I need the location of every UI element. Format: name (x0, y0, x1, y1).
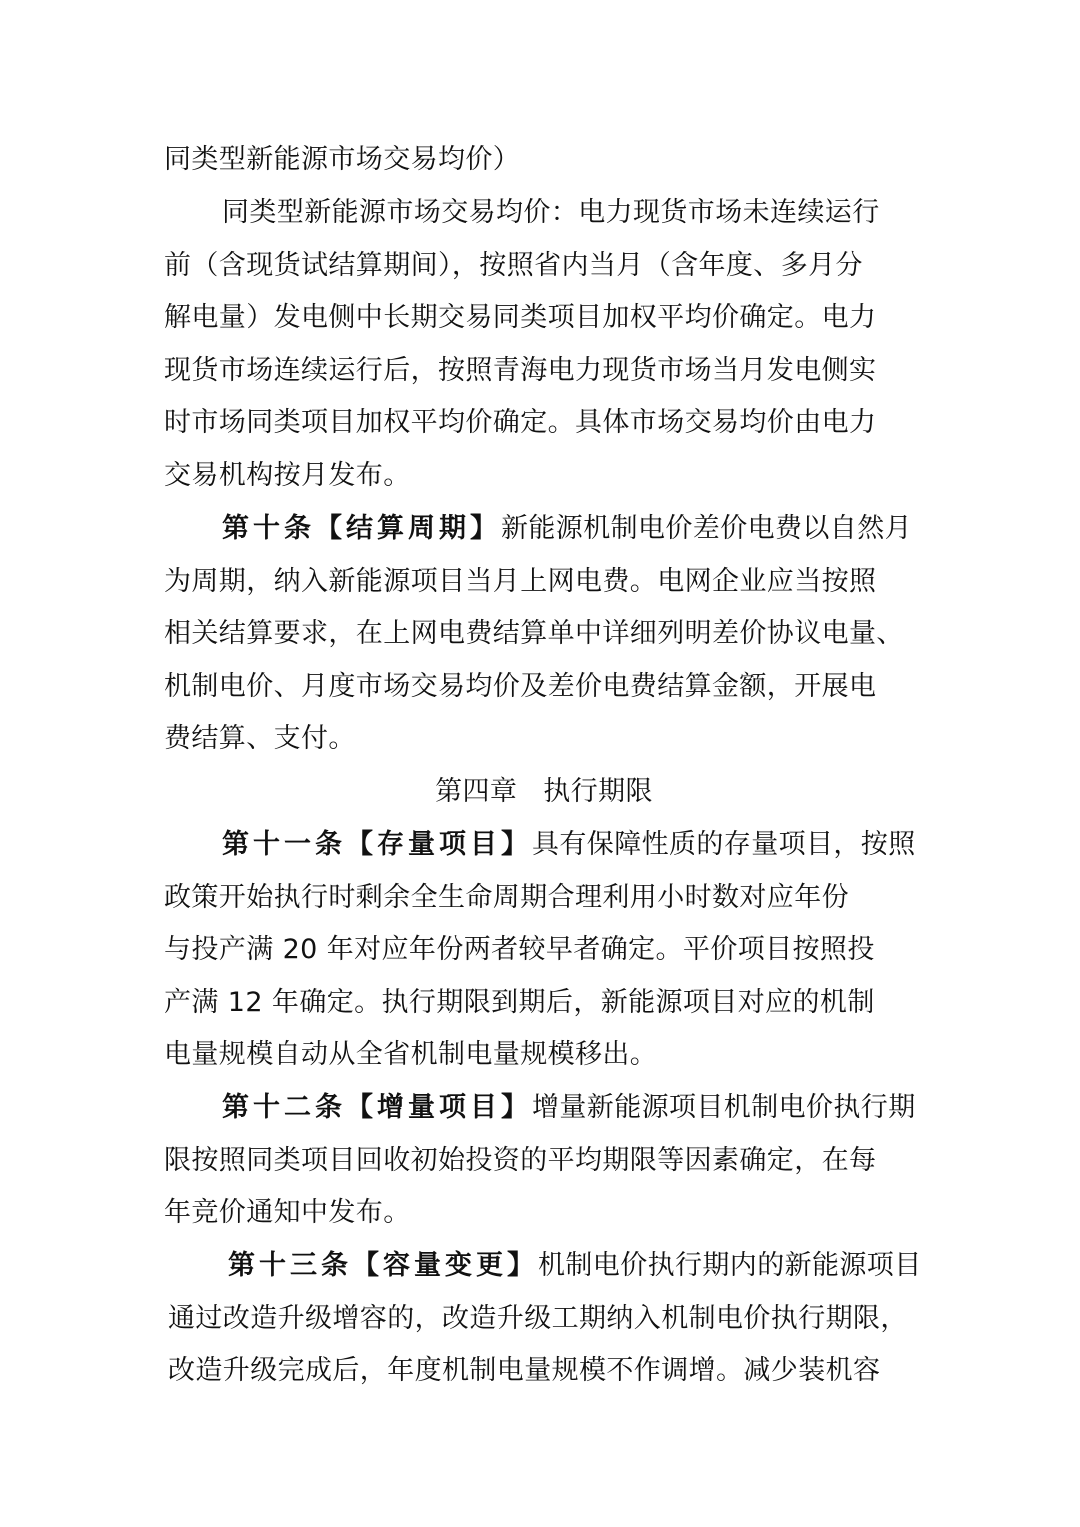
article-13-text: 机制电价执行期内的新能源项目 (538, 1250, 922, 1281)
article-11-heading: 第十一条【存量项目】 (222, 829, 532, 860)
paragraph-line: 同类型新能源市场交易均价：电力现货市场未连续运行 (222, 197, 880, 228)
article-10-text: 新能源机制电价差价电费以自然月 (501, 513, 912, 544)
article-11-first-line (222, 819, 922, 871)
paragraph-line: 与投产满 20 年对应年份两者较早者确定。平价项目按照投 (164, 934, 875, 965)
paragraph-line: 产满 12 年确定。执行期限到期后，新能源项目对应的机制 (164, 987, 875, 1018)
article-12-text: 增量新能源项目机制电价执行期 (532, 1092, 916, 1123)
paragraph-line: 通过改造升级增容的，改造升级工期纳入机制电价执行期限， (168, 1303, 908, 1334)
paragraph-line: 改造升级完成后，年度机制电量规模不作调增。减少装机容 (168, 1355, 881, 1386)
article-10-heading: 第十条【结算周期】 (222, 513, 501, 544)
article-12-heading: 第十二条【增量项目】 (222, 1092, 532, 1123)
paragraph-line: 前（含现货试结算期间），按照省内当月（含年度、多月分 (164, 250, 863, 281)
paragraph-line: 时市场同类项目加权平均价确定。具体市场交易均价由电力 (164, 407, 877, 438)
paragraph-line: 政策开始执行时剩余全生命周期合理利用小时数对应年份 (164, 882, 849, 913)
paragraph-line: 费结算、支付。 (164, 723, 356, 754)
article-10-first-line (222, 503, 922, 555)
paragraph-line: 年竞价通知中发布。 (164, 1197, 411, 1228)
chapter-heading (164, 766, 924, 818)
paragraph-line: 电量规模自动从全省机制电量规模移出。 (164, 1039, 658, 1070)
article-13-heading: 第十三条【容量变更】 (228, 1250, 538, 1281)
paragraph-line: 解电量）发电侧中长期交易同类项目加权平均价确定。电力 (164, 302, 877, 333)
paragraph-line: 同类型新能源市场交易均价） (164, 144, 521, 175)
chapter-number: 第四章 (435, 776, 518, 807)
paragraph-line: 现货市场连续运行后，按照青海电力现货市场当月发电侧实 (164, 355, 877, 386)
paragraph-line: 机制电价、月度市场交易均价及差价电费结算金额，开展电 (164, 671, 877, 702)
chapter-title: 执行期限 (543, 776, 653, 807)
paragraph-line: 为周期，纳入新能源项目当月上网电费。电网企业应当按照 (164, 566, 877, 597)
paragraph-line: 限按照同类项目回收初始投资的平均期限等因素确定，在每 (164, 1145, 877, 1176)
article-11-text: 具有保障性质的存量项目，按照 (532, 829, 916, 860)
paragraph-line: 交易机构按月发布。 (164, 460, 411, 491)
paragraph-line: 相关结算要求，在上网电费结算单中详细列明差价协议电量、 (164, 618, 904, 649)
article-12-first-line (222, 1082, 922, 1134)
article-13-first-line (228, 1240, 928, 1292)
